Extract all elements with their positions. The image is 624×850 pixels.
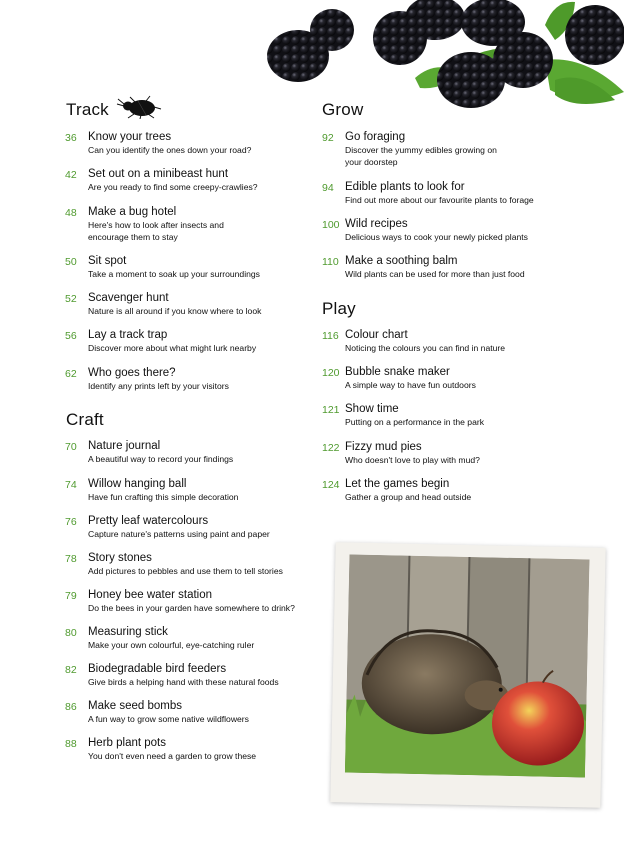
- entry-description: Delicious ways to cook your newly picked plants: [345, 232, 528, 242]
- entry-title: Fizzy mud pies: [345, 441, 422, 453]
- entry-title: Herb plant pots: [88, 737, 166, 749]
- page-number: 79: [65, 590, 77, 602]
- section-title-craft: Craft: [66, 410, 104, 429]
- page-number: 121: [322, 404, 340, 416]
- entry-description: A fun way to grow some native wildflowers: [88, 714, 249, 724]
- entry-title: Pretty leaf watercolours: [88, 515, 209, 527]
- entry-description: Who doesn't love to play with mud?: [345, 455, 480, 465]
- entry-description: Give birds a helping hand with these natural foods: [88, 677, 279, 687]
- entry-description: Here's how to look after insects and: [88, 220, 224, 230]
- page-number: 116: [322, 330, 339, 342]
- entry-title: Make a bug hotel: [88, 206, 177, 218]
- entry-title: Sit spot: [88, 255, 127, 267]
- entry-title: Know your trees: [88, 131, 172, 143]
- entry-title: Wild recipes: [345, 218, 408, 230]
- page-number: 94: [322, 182, 334, 194]
- entry-description: Noticing the colours you can find in nature: [345, 343, 506, 353]
- entry-description: Gather a group and head outside: [345, 492, 472, 502]
- entry-description: Have fun crafting this simple decoration: [88, 492, 239, 502]
- entry-description: Can you identify the ones down your road?: [88, 145, 252, 155]
- entry-title: Bubble snake maker: [345, 366, 450, 378]
- page-number: 80: [65, 627, 77, 639]
- entry-description: Wild plants can be used for more than just food: [345, 269, 525, 279]
- entry-description: your doorstep: [345, 157, 398, 167]
- page-number: 100: [322, 219, 340, 231]
- entry-title: Set out on a minibeast hunt: [88, 168, 229, 180]
- hedgehog-apple-photo: [345, 554, 590, 777]
- entry-description: Are you ready to find some creepy-crawlies?: [88, 182, 258, 192]
- section-title-play: Play: [322, 299, 356, 318]
- entry-title: Nature journal: [88, 440, 161, 452]
- entry-title: Who goes there?: [88, 367, 176, 379]
- page-number: 70: [65, 441, 77, 453]
- page-number: 74: [65, 479, 77, 491]
- page-number: 52: [65, 293, 77, 305]
- entry-description: Do the bees in your garden have somewhere to drink?: [88, 603, 295, 613]
- page-number: 48: [65, 207, 77, 219]
- entry-title: Let the games begin: [345, 478, 450, 490]
- entry-title: Biodegradable bird feeders: [88, 663, 227, 675]
- entry-description: A simple way to have fun outdoors: [345, 380, 476, 390]
- entry-title: Make seed bombs: [88, 700, 182, 712]
- entry-title: Scavenger hunt: [88, 292, 169, 304]
- entry-description: Discover more about what might lurk nearby: [88, 343, 257, 353]
- photo-frame: [330, 542, 605, 808]
- entry-description: Make your own colourful, eye-catching ruler: [88, 640, 255, 650]
- entry-title: Story stones: [88, 552, 152, 564]
- entry-description: Capture nature's patterns using paint and paper: [88, 529, 270, 539]
- entry-title: Colour chart: [345, 329, 408, 341]
- page-number: 76: [65, 516, 77, 528]
- page-number: 50: [65, 256, 77, 268]
- entry-title: Honey bee water station: [88, 589, 213, 601]
- page-number: 56: [65, 330, 77, 342]
- section-title-grow: Grow: [322, 100, 364, 119]
- entry-description: Identify any prints left by your visitors: [88, 381, 229, 391]
- entry-description: Add pictures to pebbles and use them to tell stories: [88, 566, 283, 576]
- page-number: 92: [322, 132, 334, 144]
- page-number: 82: [65, 664, 77, 676]
- page-number: 110: [322, 256, 339, 268]
- entry-description: encourage them to stay: [88, 232, 178, 242]
- entry-title: Willow hanging ball: [88, 478, 187, 490]
- entry-description: A beautiful way to record your findings: [88, 454, 234, 464]
- entry-description: Nature is all around if you know where to look: [88, 306, 262, 316]
- page-number: 86: [65, 701, 77, 713]
- entry-title: Make a soothing balm: [345, 255, 458, 267]
- entry-description: Find out more about our favourite plants to forage: [345, 195, 534, 205]
- entry-description: You don't even need a garden to grow these: [88, 751, 257, 761]
- entry-title: Edible plants to look for: [345, 181, 465, 193]
- entry-title: Measuring stick: [88, 626, 168, 638]
- page-number: 124: [322, 479, 340, 491]
- entry-description: Take a moment to soak up your surroundings: [88, 269, 260, 279]
- beetle-icon: [116, 95, 162, 119]
- page-number: 122: [322, 442, 340, 454]
- page-number: 88: [65, 738, 77, 750]
- section-title-track: Track: [66, 100, 109, 119]
- blackberries-image: [255, 0, 624, 112]
- page-number: 120: [322, 367, 340, 379]
- page-number: 62: [65, 368, 77, 380]
- entry-title: Lay a track trap: [88, 329, 168, 341]
- entry-description: Putting on a performance in the park: [345, 417, 485, 427]
- entry-title: Show time: [345, 403, 399, 415]
- entry-description: Discover the yummy edibles growing on: [345, 145, 497, 155]
- page-number: 42: [65, 169, 77, 181]
- page-number: 36: [65, 132, 77, 144]
- page-number: 78: [65, 553, 77, 565]
- entry-title: Go foraging: [345, 131, 406, 143]
